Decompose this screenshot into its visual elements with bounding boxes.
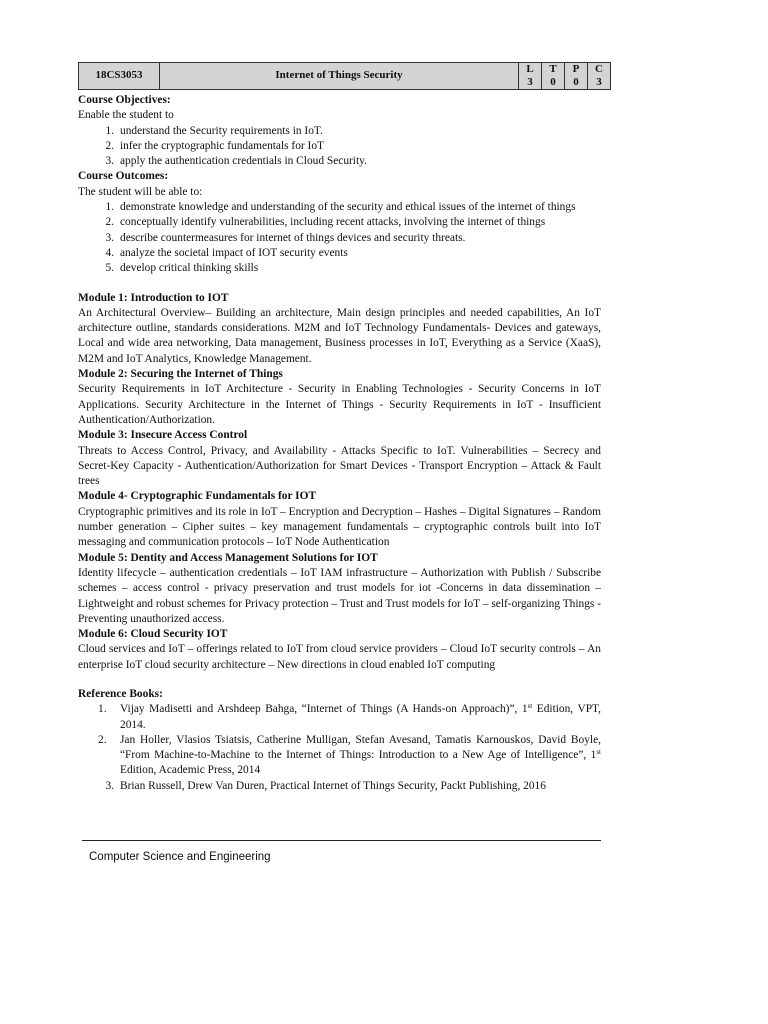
list-item: 3. Brian Russell, Drew Van Duren, Practical Internet of Things Security, Packt Publishing, 2016	[105, 779, 546, 792]
module-3-body: Threats to Access Control, Privacy, and Availability - Attacks Specific to IoT. Vulnerabilities – Secrecy and Secret-Key Capacity - Authentication/Authorization for Smart Devices - Transport Encryption – Attack & Fault trees	[78, 444, 601, 488]
module-5-title: Module 5: Dentity and Access Management Solutions for IOT	[78, 551, 378, 564]
objective-text: infer the cryptographic fundamentals for IoT	[120, 139, 325, 152]
list-item: 4. analyze the societal impact of IOT security events	[105, 246, 348, 259]
ltpc-value: 0	[550, 76, 556, 88]
outcome-text: describe countermeasures for internet of things devices and security threats.	[120, 231, 466, 244]
objective-text: apply the authentication credentials in Cloud Security.	[120, 155, 367, 168]
reference-superscript: st	[527, 702, 533, 711]
references-list	[78, 702, 601, 794]
reference-text: Edition, VPT, 2014.	[120, 703, 601, 731]
list-item: 1. understand the Security requirements in IoT.	[105, 124, 323, 137]
outcomes-intro: The student will be able to:	[78, 185, 203, 198]
outcome-text: conceptually identify vulnerabilities, including recent attacks, involving the internet of things	[120, 216, 546, 229]
module-6-title: Module 6: Cloud Security IOT	[78, 628, 228, 641]
module-2-title: Module 2: Securing the Internet of Things	[78, 368, 283, 381]
ltpc-value: 0	[573, 76, 579, 88]
spacer	[78, 277, 601, 291]
ltpc-letter: L	[526, 63, 534, 75]
module-5-body: Identity lifecycle – authentication credentials – IoT IAM infrastructure – Authorization with Publish / Subscribe schemes – access control - privacy preservation and trust models for iot -Concerns in data dissemination – Lightweight and robust schemes for Privacy protection – Trust and Trust models for IoT – self-organizing Things - Preventing unauthorized access.	[78, 566, 601, 625]
ltpc-cell-l	[519, 63, 542, 90]
spacer	[78, 673, 601, 687]
objectives-heading: Course Objectives:	[78, 94, 171, 106]
module-1-title: Module 1: Introduction to IOT	[78, 291, 229, 304]
list-item: 5. develop critical thinking skills	[105, 262, 259, 275]
list-item: 1. demonstrate knowledge and understanding of the security and ethical issues of the internet of things	[105, 201, 576, 214]
module-2-body: Security Requirements in IoT Architecture - Security in Enabling Technologies - Security Concerns in IoT Applications. Security Architecture in the Internet of Things - Security Requirements in IoT - Insufficient Authentication/Authorization.	[78, 383, 601, 426]
course-title: Internet of Things Security	[160, 63, 519, 90]
ltpc-value: 3	[527, 76, 533, 88]
ltpc-letter: T	[549, 63, 557, 75]
ltpc-letter: C	[595, 63, 603, 75]
list-item: 1. Vijay Madisetti and Arshdeep Bahga, “Internet of Things (A Hands-on Approach)”, 1st Edition, VPT, 2014.	[98, 702, 601, 731]
module-3-title: Module 3: Insecure Access Control	[78, 429, 248, 442]
objectives-list	[78, 124, 601, 170]
footer-divider	[82, 840, 601, 841]
outcomes-list	[78, 200, 601, 276]
list-item: 3. apply the authentication credentials in Cloud Security.	[105, 155, 367, 168]
module-4-title: Module 4- Cryptographic Fundamentals for IOT	[78, 490, 317, 503]
outcome-text: analyze the societal impact of IOT security events	[120, 246, 348, 259]
objectives-intro: Enable the student to	[78, 109, 174, 122]
list-item: 3. describe countermeasures for internet of things devices and security threats.	[105, 231, 466, 244]
ltpc-cell-t	[542, 63, 565, 90]
module-4-body: Cryptographic primitives and its role in IoT – Encryption and Decryption – Hashes – Digital Signatures – Random number generation – Cipher suites – key management fundamentals – cryptographic controls built into IoT messaging and communication protocols – IoT Node Authentication	[78, 505, 601, 549]
ltpc-cell-c	[588, 63, 611, 90]
ltpc-letter: P	[572, 63, 580, 75]
course-header-table	[78, 62, 611, 90]
list-item: 2. conceptually identify vulnerabilities, including recent attacks, involving the internet of things	[105, 216, 546, 229]
outcomes-heading: Course Outcomes:	[78, 170, 169, 183]
module-6-body: Cloud services and IoT – offerings related to IoT from cloud service providers – Cloud IoT security controls – An enterprise IoT cloud security architecture – New directions in cloud enabled IoT computing	[78, 643, 601, 671]
reference-text: Jan Holler, Vlasios Tsiatsis, Catherine Mulligan, Stefan Avesand, Tamatis Karnouskos, David Boyle, “From Machine-to-Machine to the Internet of Things: Introduction to a New Age of Intelligence”, 1	[120, 733, 601, 762]
reference-text: Vijay Madisetti and Arshdeep Bahga, “Internet of Things (A Hands-on Approach)”, 1	[120, 703, 528, 716]
list-item: 2. infer the cryptographic fundamentals for IoT	[105, 139, 325, 152]
reference-text: Edition, Academic Press, 2014	[120, 764, 261, 777]
reference-superscript: st	[596, 748, 601, 757]
outcome-text: develop critical thinking skills	[120, 262, 259, 275]
outcome-text: demonstrate knowledge and understanding of the security and ethical issues of the internet of things	[120, 201, 576, 214]
reference-text: Brian Russell, Drew Van Duren, Practical Internet of Things Security, Packt Publishing, 2016	[120, 779, 546, 792]
references-heading: Reference Books:	[78, 687, 163, 700]
list-item: 2. Jan Holler, Vlasios Tsiatsis, Catherine Mulligan, Stefan Avesand, Tamatis Karnouskos, David Boyle, “From Machine-to-Machine to the Internet of Things: Introduction to a New Age of Intelligence”, 1st Edition, Academic Press, 2014	[98, 733, 601, 777]
module-1-body: An Architectural Overview– Building an architecture, Main design principles and needed capabilities, An IoT architecture outline, standards considerations. M2M and IoT Technology Fundamentals- Devices and gateways, Local and wide area networking, Data management, Business processes in IoT, Everything as a Service (XaaS), M2M and IoT Analytics, Knowledge Management.	[78, 306, 601, 365]
footer-department: Computer Science and Engineering	[89, 851, 271, 863]
objective-text: understand the Security requirements in IoT.	[120, 124, 323, 137]
syllabus-content	[78, 93, 601, 794]
ltpc-value: 3	[596, 76, 602, 88]
ltpc-cell-p	[565, 63, 588, 90]
course-code: 18CS3053	[79, 63, 160, 90]
